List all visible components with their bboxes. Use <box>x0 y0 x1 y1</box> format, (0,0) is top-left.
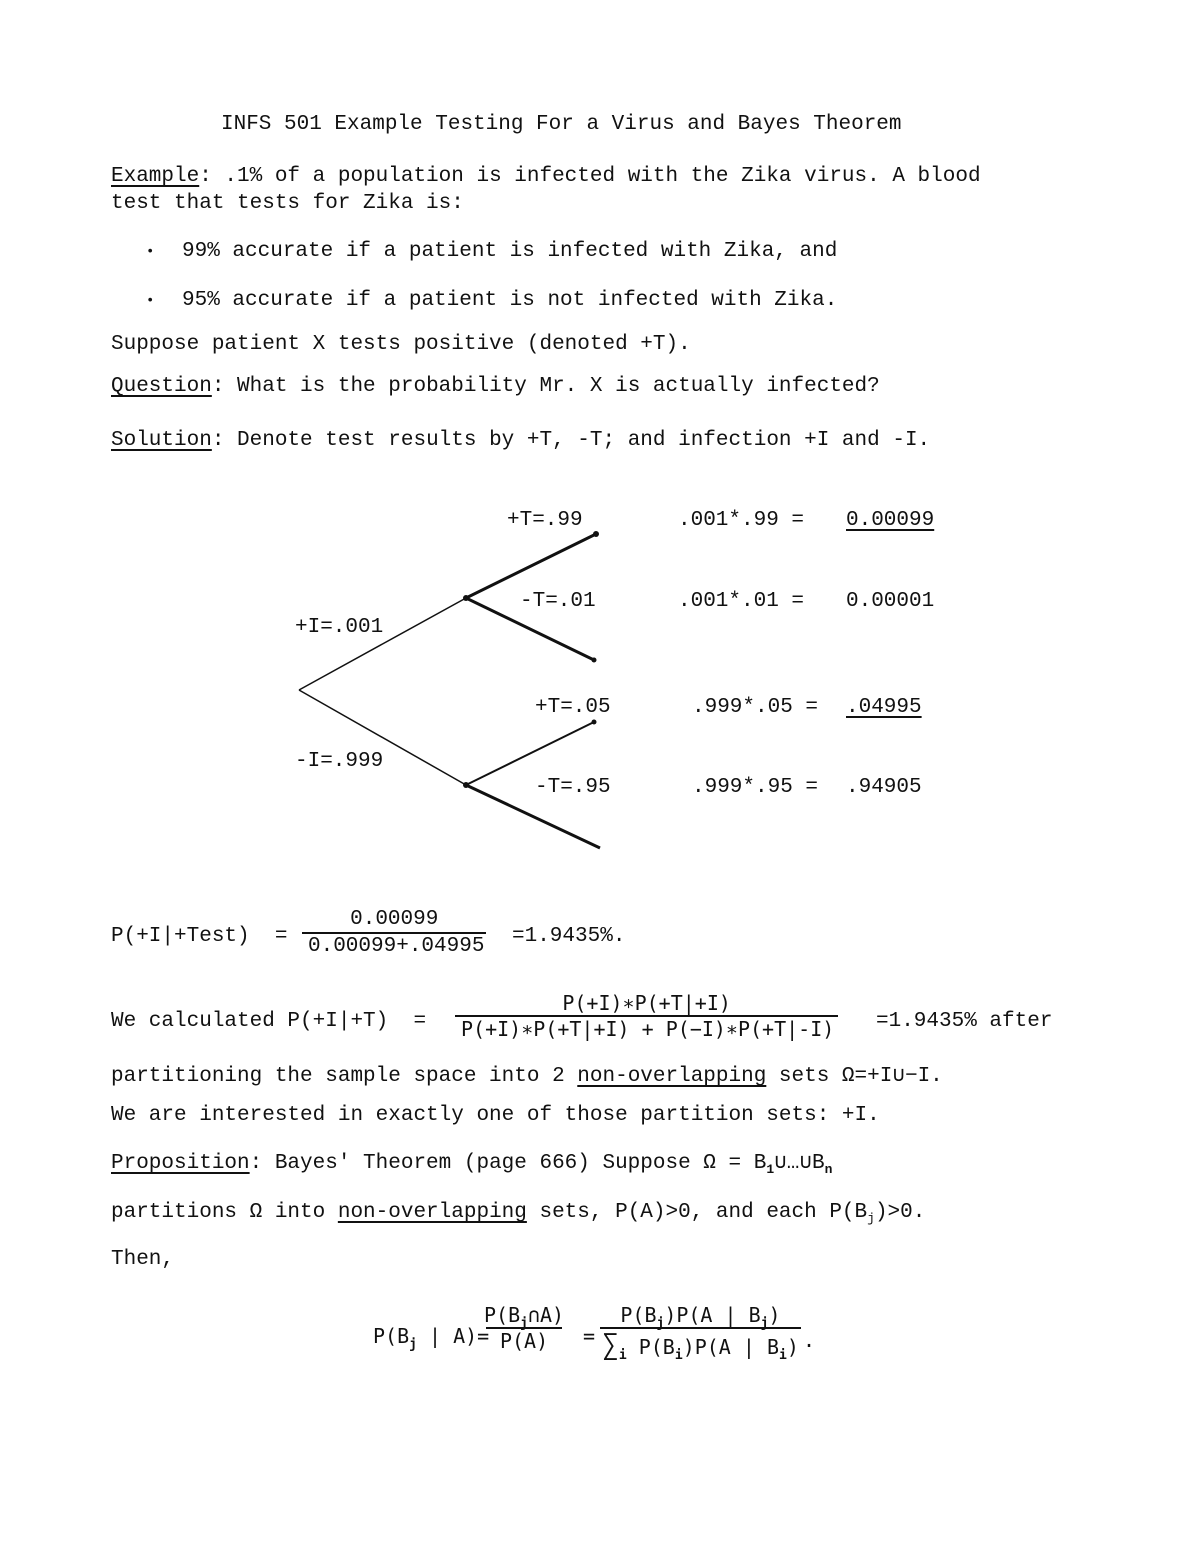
product-expr: .001*.01 = <box>678 590 805 613</box>
example-line-2: test that tests for Zika is: <box>111 192 464 215</box>
branch-infected-line <box>299 598 466 690</box>
calc-fraction <box>455 993 838 1039</box>
bayes-f2-den-b: )P(A | B <box>682 1335 780 1359</box>
then-line: Then, <box>111 1248 175 1271</box>
solution-label: Solution <box>111 429 212 452</box>
bayes-equals: = <box>583 1324 596 1348</box>
tree-leaf-label: -T=.01 <box>520 590 596 613</box>
interest-line: We are interested in exactly one of those partition sets: +I. <box>111 1104 880 1127</box>
page-title: INFS 501 Example Testing For a Virus and Bayes Theorem <box>221 113 902 136</box>
tree-leaf <box>592 658 597 663</box>
bayes-f2-den-c: ) <box>786 1335 799 1359</box>
calc-lhs: We calculated P(+I|+T) = <box>111 1010 427 1033</box>
posterior-denominator: 0.00099+.04995 <box>302 932 486 957</box>
solution-text: : Denote test results by +T, -T; and infection +I and -I. <box>211 429 931 452</box>
example-text-1: : .1% of a population is infected with the Zika virus. A blood <box>199 165 981 188</box>
suppose-line: Suppose patient X tests positive (denoted +T). <box>111 333 691 356</box>
proposition-sub-n: n <box>824 1162 833 1177</box>
product-expr: .001*.99 = <box>678 509 805 532</box>
proposition-sub-1: 1 <box>766 1162 775 1177</box>
partitions-underlined: non-overlapping <box>337 1201 527 1224</box>
bullet-item: 95% accurate if a patient is not infected with Zika. <box>182 289 838 312</box>
partition-suffix: sets Ω=+I∪−I. <box>766 1065 943 1088</box>
bayes-f2-den-sub-2: i <box>779 1348 787 1363</box>
product-result: 0.00099 <box>846 509 935 532</box>
bayes-f2-num-sub-1: j <box>656 1316 665 1331</box>
bayes-f1-num-sub: j <box>520 1316 528 1331</box>
product-result: .94905 <box>846 776 922 799</box>
proposition-text: : Bayes' Theorem (page 666) Suppose Ω = B <box>249 1152 767 1175</box>
bayes-f2-num-a: P(B <box>620 1303 657 1327</box>
tree-leaf <box>593 531 599 537</box>
bayes-f1-denominator: P(A) <box>486 1327 562 1351</box>
posterior-result: =1.9435%. <box>512 925 626 948</box>
bayes-fraction-2 <box>600 1303 801 1363</box>
bayes-f2-denominator <box>600 1327 801 1363</box>
bayes-f1-num-b: ∩A) <box>527 1303 565 1327</box>
bayes-f2-den-a: P(B <box>626 1335 675 1359</box>
question-label: Question <box>111 375 212 398</box>
partition-line <box>111 1066 943 1087</box>
example-label: Example <box>111 165 200 188</box>
sigma-icon: ∑ <box>602 1328 619 1361</box>
bullet-item: 99% accurate if a patient is infected with Zika, and <box>182 240 838 263</box>
tree-node <box>463 782 469 788</box>
partitions-line <box>111 1201 926 1226</box>
bayes-lhs-a: P(B <box>373 1324 410 1348</box>
tree-label-infected: +I=.001 <box>295 616 384 639</box>
posterior-lhs: P(+I|+Test) = <box>111 925 288 948</box>
bayes-end: . <box>803 1328 816 1352</box>
product-expr: .999*.05 = <box>692 696 819 719</box>
bayes-lhs <box>373 1324 490 1352</box>
bayes-f2-num-c: ) <box>768 1303 781 1327</box>
bullet-icon: • <box>146 293 155 309</box>
bayes-f2-num-b: )P(A | B <box>664 1303 761 1327</box>
partitions-suffix-1: sets, P(A)>0, and each P(B <box>526 1201 868 1224</box>
question-text: : What is the probability Mr. X is actually infected? <box>211 375 880 398</box>
bayes-f2-num-sub-2: j <box>760 1316 769 1331</box>
calc-numerator: P(+I)∗P(+T|+I) <box>562 991 731 1015</box>
bayes-f2-numerator <box>618 1303 782 1331</box>
bayes-f1-num-a: P(B <box>484 1303 521 1327</box>
tree-label-not-infected: -I=.999 <box>295 750 384 773</box>
tree-leaf-label: +T=.05 <box>535 696 611 719</box>
tree-leaf-label: -T=.95 <box>535 776 611 799</box>
bayes-lhs-sub: j <box>409 1337 417 1352</box>
partitions-sub: j <box>867 1211 875 1226</box>
leaf-line-pos-given-inf <box>466 534 596 598</box>
partition-underlined: non-overlapping <box>577 1065 767 1088</box>
partitions-suffix-2: )>0. <box>874 1201 926 1224</box>
posterior-numerator: 0.00099 <box>350 908 439 931</box>
proposition-line <box>111 1152 833 1177</box>
tree-leaf-label: +T=.99 <box>507 509 583 532</box>
tree-leaf <box>592 720 597 725</box>
calc-result: =1.9435% after <box>876 1010 1053 1033</box>
posterior-fraction <box>302 909 486 957</box>
bayes-lhs-b: | A)= <box>416 1324 490 1348</box>
proposition-label: Proposition <box>111 1152 250 1175</box>
partitions-prefix: partitions Ω into <box>111 1201 338 1224</box>
product-result: 0.00001 <box>846 590 935 613</box>
proposition-mid: ∪…∪B <box>774 1152 825 1175</box>
bayes-fraction-1 <box>482 1305 566 1351</box>
product-expr: .999*.95 = <box>692 776 819 799</box>
partition-prefix: partitioning the sample space into 2 <box>111 1065 578 1088</box>
product-result: .04995 <box>846 696 922 719</box>
bayes-f1-numerator <box>482 1303 566 1331</box>
tree-node <box>463 595 469 601</box>
calc-denominator: P(+I)∗P(+T|+I) + P(−I)∗P(+T|-I) <box>455 1015 838 1039</box>
bullet-icon: • <box>146 244 155 260</box>
bayes-f2-den-sub-1: i <box>674 1348 683 1363</box>
bayes-sigma-sub: i <box>618 1348 627 1363</box>
